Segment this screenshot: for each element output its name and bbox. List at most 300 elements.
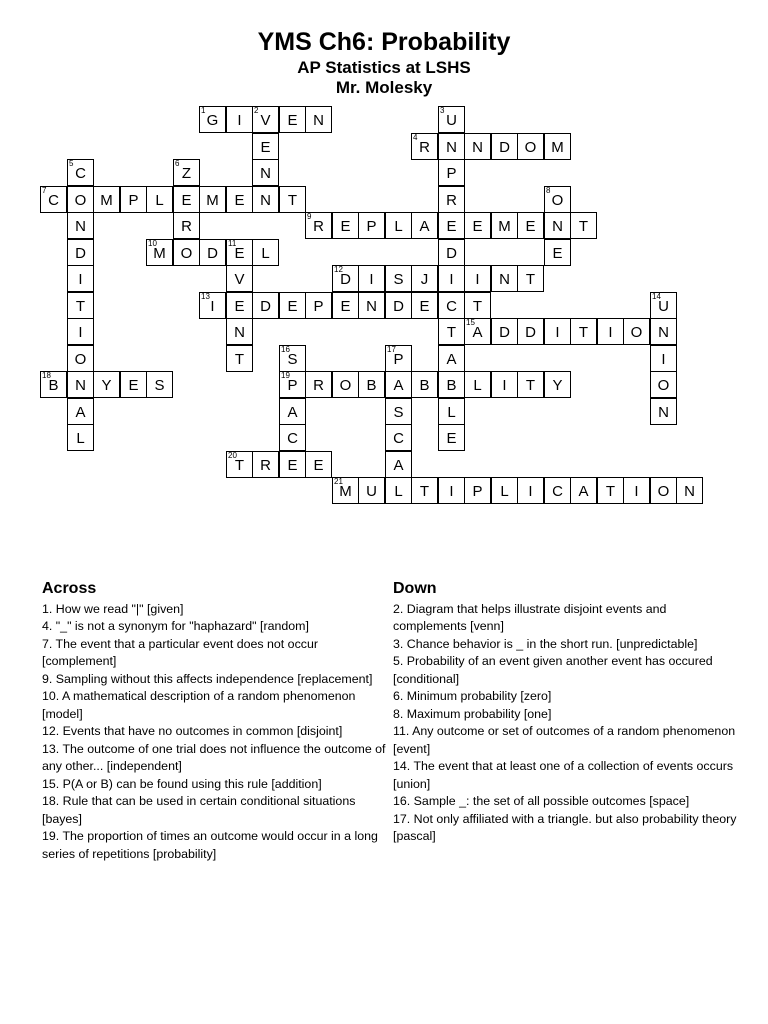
- grid-cell[interactable]: [464, 265, 491, 292]
- cell-letter: I: [78, 271, 83, 288]
- cell-letter: S: [393, 271, 404, 288]
- grid-cell[interactable]: [252, 186, 279, 213]
- grid-cell[interactable]: [252, 451, 279, 478]
- grid-cell[interactable]: [252, 239, 279, 266]
- grid-cell[interactable]: [385, 424, 412, 451]
- cell-letter: P: [446, 165, 457, 182]
- grid-cell[interactable]: [279, 106, 306, 133]
- cell-letter: L: [394, 218, 403, 235]
- grid-cell[interactable]: [544, 318, 571, 345]
- grid-cell[interactable]: [570, 318, 597, 345]
- cell-letter: A: [578, 483, 589, 500]
- grid-cell[interactable]: [491, 477, 518, 504]
- grid-cell[interactable]: [464, 292, 491, 319]
- grid-cell[interactable]: [491, 265, 518, 292]
- cell-letter: M: [551, 139, 564, 156]
- grid-cell[interactable]: [173, 212, 200, 239]
- across-clue: 19. The proportion of times an outcome would occur in a long series of repetitions [probability]: [42, 829, 378, 861]
- cell-letter: M: [498, 218, 511, 235]
- cell-letter: A: [446, 351, 457, 368]
- cell-letter: D: [499, 324, 510, 341]
- across-clue: 1. How we read "|" [given]: [42, 601, 184, 616]
- cell-letter: N: [75, 218, 86, 235]
- cell-letter: R: [446, 192, 457, 209]
- grid-cell[interactable]: [570, 212, 597, 239]
- cell-letter: L: [261, 245, 270, 262]
- cell-letter: A: [393, 377, 404, 394]
- grid-cell[interactable]: [226, 292, 253, 319]
- grid-cell[interactable]: [358, 265, 385, 292]
- grid-cell[interactable]: [650, 318, 677, 345]
- down-clue: 6. Minimum probability [zero]: [393, 689, 552, 703]
- cell-letter: B: [366, 377, 377, 394]
- grid-cell[interactable]: [544, 239, 571, 266]
- clue-number: 20: [228, 451, 237, 460]
- cell-letter: M: [100, 192, 113, 209]
- clue-number: 21: [334, 477, 343, 486]
- cell-letter: O: [74, 351, 87, 368]
- cell-letter: E: [287, 112, 298, 129]
- cell-letter: M: [206, 192, 219, 209]
- grid-cell[interactable]: [411, 371, 438, 398]
- grid-cell[interactable]: [438, 159, 465, 186]
- grid-cell[interactable]: [464, 371, 491, 398]
- clue-number: 4: [413, 133, 418, 142]
- grid-cell[interactable]: [385, 477, 412, 504]
- cell-letter: C: [287, 430, 298, 447]
- grid-cell[interactable]: [623, 477, 650, 504]
- across-clue: 7. The event that a particular event does not occur [complement]: [42, 636, 318, 668]
- grid-cell[interactable]: [93, 186, 120, 213]
- cell-letter: R: [419, 139, 430, 156]
- grid-cell[interactable]: [438, 186, 465, 213]
- across-clue: 12. Events that have no outcomes in common [disjoint]: [42, 724, 343, 738]
- cell-letter: N: [313, 112, 324, 129]
- cell-letter: N: [75, 377, 86, 394]
- grid-cell[interactable]: [544, 212, 571, 239]
- grid-cell[interactable]: [252, 292, 279, 319]
- cell-letter: I: [237, 112, 242, 129]
- cell-letter: N: [552, 218, 563, 235]
- cell-letter: T: [605, 483, 616, 500]
- cell-letter: T: [578, 324, 589, 341]
- grid-cell[interactable]: [279, 451, 306, 478]
- cell-letter: T: [578, 218, 589, 235]
- grid-cell[interactable]: [517, 477, 544, 504]
- cell-letter: E: [525, 218, 536, 235]
- grid-cell[interactable]: [411, 477, 438, 504]
- clue-number: 19: [281, 371, 290, 380]
- cell-letter: E: [128, 377, 139, 394]
- cell-letter: D: [499, 139, 510, 156]
- cell-letter: E: [446, 218, 457, 235]
- cell-letter: B: [446, 377, 457, 394]
- grid-cell[interactable]: [676, 477, 703, 504]
- cell-letter: T: [419, 483, 430, 500]
- grid-cell[interactable]: [93, 371, 120, 398]
- grid-cell[interactable]: [597, 318, 624, 345]
- cell-letter: I: [449, 271, 454, 288]
- cell-letter: M: [339, 483, 352, 500]
- cell-letter: C: [75, 165, 86, 182]
- cell-letter: I: [555, 324, 560, 341]
- grid-cell[interactable]: [358, 292, 385, 319]
- cell-letter: R: [260, 457, 271, 474]
- cell-letter: L: [76, 430, 85, 447]
- grid-cell[interactable]: [67, 239, 94, 266]
- cell-letter: D: [525, 324, 536, 341]
- clue-number: 17: [387, 345, 396, 354]
- cell-letter: O: [524, 139, 537, 156]
- grid-cell[interactable]: [438, 477, 465, 504]
- cell-letter: N: [499, 271, 510, 288]
- cell-letter: I: [528, 483, 533, 500]
- cell-letter: L: [394, 483, 403, 500]
- grid-cell[interactable]: [438, 318, 465, 345]
- grid-cell[interactable]: [517, 318, 544, 345]
- grid-cell[interactable]: [464, 133, 491, 160]
- cell-letter: T: [287, 192, 298, 209]
- across-clue: 15. P(A or B) can be found using this rule [addition]: [42, 776, 322, 791]
- grid-cell[interactable]: [464, 477, 491, 504]
- grid-cell[interactable]: [199, 186, 226, 213]
- grid-cell[interactable]: [67, 265, 94, 292]
- cell-letter: C: [446, 298, 457, 315]
- cell-letter: U: [658, 298, 669, 315]
- cell-letter: J: [420, 271, 429, 288]
- grid-cell[interactable]: [570, 477, 597, 504]
- cell-letter: U: [366, 483, 377, 500]
- clue-number: 16: [281, 345, 290, 354]
- grid-cell[interactable]: [279, 345, 306, 372]
- grid-cell[interactable]: [305, 106, 332, 133]
- cell-letter: E: [340, 298, 351, 315]
- cell-letter: N: [234, 324, 245, 341]
- cell-letter: T: [525, 377, 536, 394]
- across-clue: 10. A mathematical description of a random phenomenon [model]: [42, 689, 356, 721]
- grid-cell[interactable]: [146, 371, 173, 398]
- grid-cell[interactable]: [305, 292, 332, 319]
- cell-letter: O: [630, 324, 643, 341]
- cell-letter: E: [234, 298, 245, 315]
- cell-letter: D: [207, 245, 218, 262]
- clue-number: 9: [307, 212, 312, 221]
- grid-cell[interactable]: [173, 159, 200, 186]
- grid-cell[interactable]: [358, 212, 385, 239]
- cell-letter: S: [393, 404, 404, 421]
- clue-number: 10: [148, 239, 157, 248]
- grid-cell[interactable]: [411, 265, 438, 292]
- grid-cell[interactable]: [305, 451, 332, 478]
- grid-cell[interactable]: [438, 398, 465, 425]
- cell-letter: Y: [552, 377, 563, 394]
- grid-cell[interactable]: [491, 212, 518, 239]
- grid-cell[interactable]: [385, 212, 412, 239]
- clue-number: 1: [201, 106, 206, 115]
- grid-cell[interactable]: [438, 239, 465, 266]
- grid-cell[interactable]: [491, 371, 518, 398]
- cell-letter: I: [661, 351, 666, 368]
- grid-cell[interactable]: [358, 477, 385, 504]
- cell-letter: I: [608, 324, 613, 341]
- cell-letter: N: [366, 298, 377, 315]
- grid-cell[interactable]: [464, 212, 491, 239]
- grid-cell[interactable]: [199, 106, 226, 133]
- grid-cell[interactable]: [385, 371, 412, 398]
- cell-letter: P: [393, 351, 404, 368]
- cell-letter: V: [234, 271, 245, 288]
- grid-cell[interactable]: [120, 186, 147, 213]
- cell-letter: O: [74, 192, 87, 209]
- grid-cell[interactable]: [438, 345, 465, 372]
- grid-cell[interactable]: [40, 371, 67, 398]
- cell-letter: T: [234, 457, 245, 474]
- cell-letter: O: [180, 245, 193, 262]
- down-clue: 14. The event that at least one of a collection of events occurs [union]: [393, 759, 734, 791]
- cell-letter: D: [75, 245, 86, 262]
- cell-letter: V: [260, 112, 271, 129]
- cell-letter: I: [210, 298, 215, 315]
- grid-cell[interactable]: [438, 265, 465, 292]
- across-clue: 13. The outcome of one trial does not influence the outcome of any other... [independent]: [42, 741, 386, 773]
- grid-cell[interactable]: [279, 186, 306, 213]
- grid-cell[interactable]: [173, 186, 200, 213]
- cell-letter: E: [419, 298, 430, 315]
- grid-cell[interactable]: [358, 371, 385, 398]
- cell-letter: N: [446, 139, 457, 156]
- cell-letter: E: [287, 457, 298, 474]
- down-clue: 5. Probability of an event given another event has occured [conditional]: [393, 654, 713, 686]
- grid-cell[interactable]: [279, 371, 306, 398]
- grid-cell[interactable]: [332, 371, 359, 398]
- cell-letter: R: [181, 218, 192, 235]
- cell-letter: B: [48, 377, 59, 394]
- grid-cell[interactable]: [332, 265, 359, 292]
- grid-cell[interactable]: [650, 477, 677, 504]
- grid-cell[interactable]: [332, 477, 359, 504]
- cell-letter: O: [339, 377, 352, 394]
- grid-cell[interactable]: [252, 133, 279, 160]
- cell-letter: E: [260, 139, 271, 156]
- grid-cell[interactable]: [385, 398, 412, 425]
- down-clue-list: [393, 601, 738, 846]
- across-clue: 4. "_" is not a synonym for "haphazard" [random]: [42, 619, 309, 633]
- cell-letter: T: [472, 298, 483, 315]
- cell-letter: P: [472, 483, 483, 500]
- cell-letter: E: [181, 192, 192, 209]
- grid-cell[interactable]: [279, 292, 306, 319]
- grid-cell[interactable]: [650, 292, 677, 319]
- grid-cell[interactable]: [438, 424, 465, 451]
- cell-letter: T: [234, 351, 245, 368]
- grid-cell[interactable]: [597, 477, 624, 504]
- cell-letter: T: [75, 298, 86, 315]
- down-clue: 8. Maximum probability [one]: [393, 706, 552, 721]
- author-line: Mr. Molesky: [335, 78, 433, 97]
- cell-letter: L: [447, 404, 456, 421]
- grid-cell[interactable]: [517, 133, 544, 160]
- grid-cell[interactable]: [226, 451, 253, 478]
- grid-cell[interactable]: [385, 292, 412, 319]
- grid-cell[interactable]: [67, 212, 94, 239]
- grid-cell[interactable]: [650, 371, 677, 398]
- grid-cell[interactable]: [438, 133, 465, 160]
- grid-cell[interactable]: [332, 212, 359, 239]
- clue-number: 2: [254, 106, 259, 115]
- across-heading: Across: [42, 580, 97, 597]
- down-clues: [393, 580, 738, 846]
- clue-number: 5: [69, 159, 74, 168]
- grid-cell[interactable]: [411, 133, 438, 160]
- grid-cell[interactable]: [67, 292, 94, 319]
- grid-cell[interactable]: [623, 318, 650, 345]
- grid-cell[interactable]: [226, 345, 253, 372]
- cell-letter: A: [75, 404, 86, 421]
- grid-cell[interactable]: [40, 186, 67, 213]
- cell-letter: Z: [181, 165, 192, 182]
- cell-letter: P: [313, 298, 324, 315]
- cell-letter: O: [551, 192, 564, 209]
- cell-letter: O: [657, 483, 670, 500]
- cell-letter: N: [684, 483, 695, 500]
- clue-number: 12: [334, 265, 343, 274]
- grid-cell[interactable]: [517, 371, 544, 398]
- grid-cell[interactable]: [544, 477, 571, 504]
- grid-cell[interactable]: [67, 318, 94, 345]
- cell-letter: A: [419, 218, 430, 235]
- cell-letter: C: [48, 192, 59, 209]
- grid-cell[interactable]: [199, 292, 226, 319]
- grid-cell[interactable]: [438, 212, 465, 239]
- cell-letter: E: [287, 298, 298, 315]
- across-clue: 18. Rule that can be used in certain conditional situations [bayes]: [42, 794, 356, 826]
- down-clue: 3. Chance behavior is _ in the short run. [unpredictable]: [393, 636, 698, 651]
- down-clue: 17. Not only affiliated with a triangle. but also probability theory [pascal]: [393, 811, 737, 843]
- grid-cell[interactable]: [173, 239, 200, 266]
- clue-number: 11: [228, 239, 237, 248]
- grid-cell[interactable]: [305, 371, 332, 398]
- across-clues: [42, 580, 387, 863]
- grid-cell[interactable]: [438, 292, 465, 319]
- grid-cell[interactable]: [67, 398, 94, 425]
- grid-cell[interactable]: [385, 265, 412, 292]
- cell-letter: A: [287, 404, 298, 421]
- cell-letter: L: [155, 192, 164, 209]
- grid-cell[interactable]: [252, 106, 279, 133]
- clue-number: 7: [42, 186, 47, 195]
- grid-cell[interactable]: [385, 451, 412, 478]
- grid-cell[interactable]: [438, 106, 465, 133]
- grid-cell[interactable]: [332, 292, 359, 319]
- cell-letter: P: [287, 377, 298, 394]
- cell-letter: M: [153, 245, 166, 262]
- clue-number: 8: [546, 186, 551, 195]
- cell-letter: T: [525, 271, 536, 288]
- grid-cell[interactable]: [464, 318, 491, 345]
- grid-cell[interactable]: [146, 186, 173, 213]
- grid-cell[interactable]: [385, 345, 412, 372]
- cell-letter: O: [657, 377, 670, 394]
- grid-cell[interactable]: [67, 159, 94, 186]
- cell-letter: I: [634, 483, 639, 500]
- cell-letter: N: [658, 404, 669, 421]
- cell-letter: I: [78, 324, 83, 341]
- cell-letter: E: [340, 218, 351, 235]
- grid-cell[interactable]: [544, 186, 571, 213]
- grid-cell[interactable]: [146, 239, 173, 266]
- grid-cell[interactable]: [226, 265, 253, 292]
- grid-cell[interactable]: [67, 371, 94, 398]
- cell-letter: D: [393, 298, 404, 315]
- cell-letter: R: [313, 377, 324, 394]
- cell-letter: U: [446, 112, 457, 129]
- cell-letter: Y: [101, 377, 112, 394]
- grid-cell[interactable]: [67, 424, 94, 451]
- grid-cell[interactable]: [438, 371, 465, 398]
- grid-cell[interactable]: [226, 318, 253, 345]
- grid-cell[interactable]: [544, 133, 571, 160]
- grid-cell[interactable]: [491, 318, 518, 345]
- cell-letter: T: [446, 324, 457, 341]
- grid-cell[interactable]: [411, 212, 438, 239]
- cell-letter: C: [552, 483, 563, 500]
- down-clue: 16. Sample _: the set of all possible outcomes [space]: [393, 794, 690, 808]
- grid-cell[interactable]: [67, 186, 94, 213]
- cell-letter: A: [393, 457, 404, 474]
- cell-letter: D: [446, 245, 457, 262]
- grid-cell[interactable]: [252, 159, 279, 186]
- cell-letter: I: [449, 483, 454, 500]
- grid-cell[interactable]: [650, 398, 677, 425]
- grid-cell[interactable]: [517, 265, 544, 292]
- cell-letter: E: [234, 192, 245, 209]
- cell-letter: I: [369, 271, 374, 288]
- cell-letter: I: [475, 271, 480, 288]
- cell-letter: D: [260, 298, 271, 315]
- grid-cell[interactable]: [199, 239, 226, 266]
- grid-cell[interactable]: [226, 239, 253, 266]
- cell-letter: N: [260, 165, 271, 182]
- cell-letter: P: [128, 192, 139, 209]
- cell-letter: S: [154, 377, 165, 394]
- grid-cell[interactable]: [120, 371, 147, 398]
- cell-letter: G: [206, 112, 219, 129]
- grid-cell[interactable]: [226, 106, 253, 133]
- grid-cell[interactable]: [411, 292, 438, 319]
- grid-cell[interactable]: [226, 186, 253, 213]
- grid-cell[interactable]: [279, 398, 306, 425]
- clue-number: 13: [201, 292, 210, 301]
- grid-cell[interactable]: [67, 345, 94, 372]
- grid-cell[interactable]: [544, 371, 571, 398]
- cell-letter: E: [234, 245, 245, 262]
- down-clue: 2. Diagram that helps illustrate disjoint events and complements [venn]: [393, 601, 667, 633]
- grid-cell[interactable]: [305, 212, 332, 239]
- cell-letter: S: [287, 351, 298, 368]
- clue-number: 18: [42, 371, 51, 380]
- across-clue-list: [42, 601, 387, 864]
- grid-cell[interactable]: [491, 133, 518, 160]
- cell-letter: L: [473, 377, 482, 394]
- grid-cell[interactable]: [517, 212, 544, 239]
- cell-letter: E: [472, 218, 483, 235]
- cell-letter: R: [313, 218, 324, 235]
- cell-letter: D: [340, 271, 351, 288]
- cell-letter: I: [502, 377, 507, 394]
- grid-cell[interactable]: [279, 424, 306, 451]
- cell-letter: E: [313, 457, 324, 474]
- grid-cell[interactable]: [650, 345, 677, 372]
